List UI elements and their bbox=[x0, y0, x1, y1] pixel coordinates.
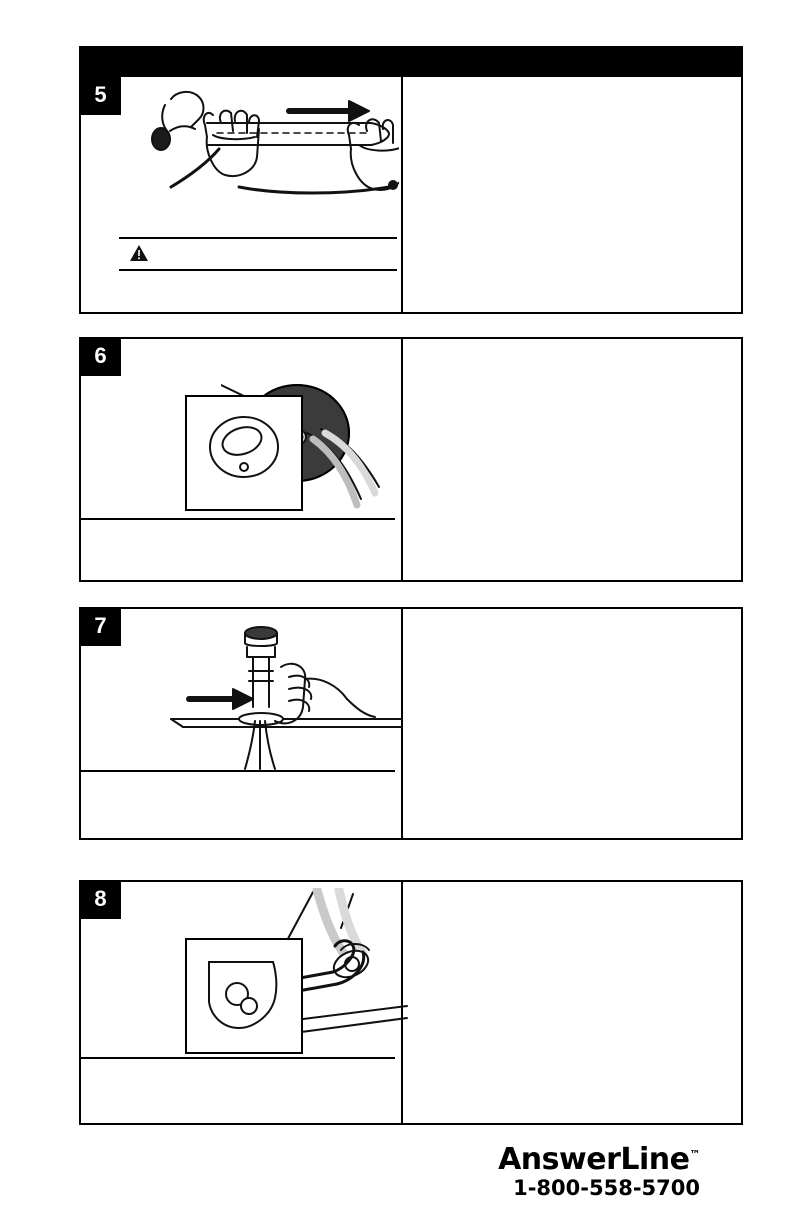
step-5-instructions bbox=[403, 79, 743, 314]
footer bbox=[430, 1142, 700, 1200]
trademark-symbol: ™ bbox=[689, 1148, 700, 1161]
step-6-caption bbox=[85, 520, 397, 580]
step-5-warning-row bbox=[121, 239, 399, 269]
step-5-caption bbox=[121, 271, 399, 314]
step-5-header-bar bbox=[79, 46, 743, 77]
answerline-logo-text: AnswerLine bbox=[498, 1142, 690, 1177]
step-card-8 bbox=[79, 880, 743, 1125]
step-7-caption bbox=[85, 772, 397, 838]
step-number-8: 8 bbox=[80, 881, 121, 919]
answerline-logo bbox=[430, 1142, 700, 1177]
step-number-7: 7 bbox=[80, 608, 121, 646]
step-6-part-inset bbox=[185, 395, 303, 511]
step-number-5: 5 bbox=[80, 77, 121, 115]
step-7-instructions bbox=[403, 611, 741, 838]
step-card-5 bbox=[79, 46, 743, 314]
step-8-part-inset bbox=[185, 938, 303, 1054]
step-8-instructions bbox=[403, 884, 741, 1123]
step-card-6 bbox=[79, 337, 743, 582]
step-8-caption bbox=[85, 1059, 397, 1123]
step-7-illustration bbox=[161, 615, 411, 771]
step-card-7 bbox=[79, 607, 743, 840]
step-number-6: 6 bbox=[80, 338, 121, 376]
step-5-illustration bbox=[121, 79, 399, 239]
warning-triangle-icon bbox=[129, 244, 149, 265]
support-phone-number: 1-800-558-5700 bbox=[513, 1176, 700, 1200]
step-6-instructions bbox=[403, 341, 741, 580]
